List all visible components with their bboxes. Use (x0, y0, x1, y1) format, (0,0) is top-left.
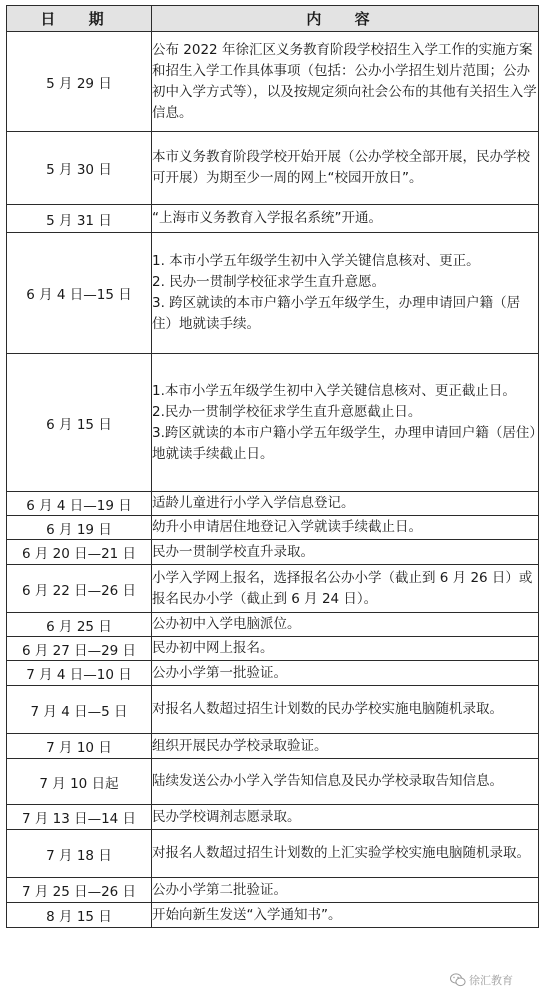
row-date: 7 月 13 日—14 日 (7, 805, 152, 830)
table-row (7, 805, 539, 830)
row-date: 5 月 31 日 (7, 205, 152, 233)
row-content-item: 民办学校调剂志愿录取。 (152, 808, 301, 825)
row-content-item: 1. 本市小学五年级学生初中入学关键信息核对、更正。 (152, 253, 480, 269)
row-content (152, 32, 539, 132)
row-date: 7 月 25 日—26 日 (7, 878, 152, 903)
row-content (152, 734, 539, 759)
table-row (7, 233, 539, 354)
table-row (7, 32, 539, 132)
table-row (7, 637, 539, 661)
table-row (7, 354, 539, 492)
row-date: 7 月 4 日—10 日 (7, 661, 152, 686)
row-content (152, 492, 539, 516)
row-date: 5 月 29 日 (7, 32, 152, 132)
row-content (152, 233, 539, 354)
table-row (7, 878, 539, 903)
row-content-item: 对报名人数超过招生计划数的上汇实验学校实施电脑随机录取。 (152, 845, 530, 861)
row-content-item: 公办初中入学电脑派位。 (152, 616, 301, 632)
table-header-row (7, 6, 539, 32)
row-content (152, 354, 539, 492)
watermark (450, 972, 513, 988)
table-row (7, 613, 539, 637)
row-content-item: 本市义务教育阶段学校开始开展（公办学校全部开展，民办学校可开展）为期至少一周的网上“校园开放日”。 (152, 149, 530, 186)
row-date: 6 月 27 日—29 日 (7, 637, 152, 661)
watermark-text: 徐汇教育 (469, 974, 513, 987)
row-content-item: 幼升小申请居住地登记入学就读手续截止日。 (152, 519, 422, 535)
row-date: 6 月 22 日—26 日 (7, 565, 152, 613)
row-content-item: 公办小学第二批验证。 (152, 881, 287, 898)
row-content (152, 759, 539, 805)
table-row (7, 903, 539, 928)
row-date: 6 月 15 日 (7, 354, 152, 492)
row-date: 5 月 30 日 (7, 132, 152, 205)
table-row (7, 759, 539, 805)
table-row (7, 686, 539, 734)
row-date: 7 月 10 日 (7, 734, 152, 759)
row-content (152, 903, 539, 928)
row-content (152, 516, 539, 540)
row-content-item: 公布 2022 年徐汇区义务教育阶段学校招生入学工作的实施方案和招生入学工作具体事项（包括：公办小学招生划片范围；公办初中入学方式等），以及按规定须向社会公布的其他有关招生入学信息。 (152, 41, 537, 121)
row-date: 6 月 4 日—19 日 (7, 492, 152, 516)
row-content (152, 661, 539, 686)
row-content-item: 2. 民办一贯制学校征求学生直升意愿。 (152, 274, 386, 290)
row-date: 6 月 25 日 (7, 613, 152, 637)
row-content (152, 878, 539, 903)
row-content-item: 民办初中网上报名。 (152, 640, 274, 656)
table-row (7, 830, 539, 878)
row-content-item: 对报名人数超过招生计划数的民办学校实施电脑随机录取。 (152, 701, 503, 717)
table-row (7, 661, 539, 686)
row-content-item: 3. 跨区就读的本市户籍小学五年级学生，办理申请回户籍（居住）地就读手续。 (152, 295, 521, 332)
row-date: 6 月 20 日—21 日 (7, 540, 152, 565)
row-content (152, 132, 539, 205)
row-content (152, 613, 539, 637)
row-content-item: 适龄儿童进行小学入学信息登记。 (152, 495, 355, 511)
row-content (152, 637, 539, 661)
row-date: 7 月 4 日—5 日 (7, 686, 152, 734)
row-content-item: 小学入学网上报名，选择报名公办小学（截止到 6 月 26 日）或报名民办小学（截止到 6 月 24 日）。 (152, 569, 533, 607)
table-row (7, 565, 539, 613)
table-row (7, 734, 539, 759)
row-date: 8 月 15 日 (7, 903, 152, 928)
table-row (7, 516, 539, 540)
row-content-item: 2.民办一贯制学校征求学生直升意愿截止日。 (152, 403, 422, 420)
row-content-item: 开始向新生发送“入学通知书”。 (152, 906, 342, 923)
row-date: 6 月 19 日 (7, 516, 152, 540)
row-content-item: “上海市义务教育入学报名系统”开通。 (152, 210, 382, 226)
row-content (152, 805, 539, 830)
row-content (152, 830, 539, 878)
table-row (7, 132, 539, 205)
table-row (7, 205, 539, 233)
row-content (152, 686, 539, 734)
row-content-item: 1.本市小学五年级学生初中入学关键信息核对、更正截止日。 (152, 382, 516, 399)
row-content (152, 565, 539, 613)
row-content-item: 3.跨区就读的本市户籍小学五年级学生，办理申请回户籍（居住）地就读手续截止日。 (152, 424, 537, 462)
header-content: 内 容 (152, 6, 539, 32)
table-row (7, 492, 539, 516)
row-date: 6 月 4 日—15 日 (7, 233, 152, 354)
row-date: 7 月 18 日 (7, 830, 152, 878)
row-content-item: 组织开展民办学校录取验证。 (152, 737, 328, 754)
header-date: 日 期 (7, 6, 152, 32)
row-date: 7 月 10 日起 (7, 759, 152, 805)
row-content (152, 540, 539, 565)
wechat-icon (450, 973, 466, 987)
row-content-item: 陆续发送公办小学入学告知信息及民办学校录取告知信息。 (152, 773, 503, 789)
row-content (152, 205, 539, 233)
schedule-table (6, 5, 539, 928)
row-content-item: 公办小学第一批验证。 (152, 664, 287, 681)
row-content-item: 民办一贯制学校直升录取。 (152, 543, 314, 560)
table-row (7, 540, 539, 565)
